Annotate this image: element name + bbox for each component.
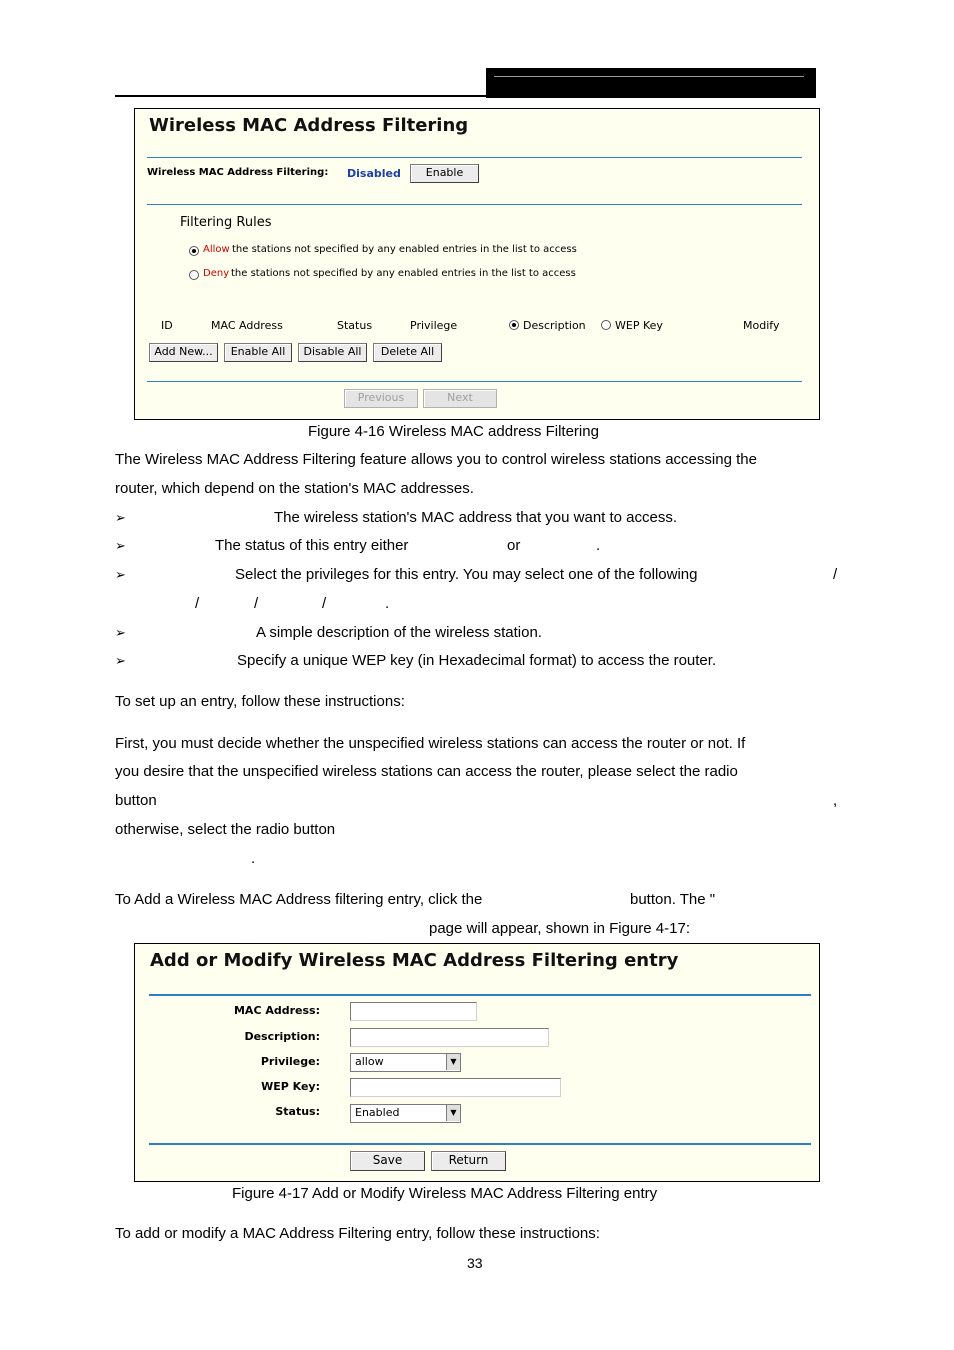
wep-key-input[interactable] xyxy=(350,1078,561,1097)
intro-line-1: The Wireless MAC Address Filtering feature allows you to control wireless stations accessing the xyxy=(115,451,757,468)
col-wep-key: WEP Key xyxy=(615,319,663,332)
deny-word: Deny xyxy=(203,268,230,279)
wep-key-label: WEP Key: xyxy=(261,1080,320,1093)
bullet-status-dot: . xyxy=(596,537,601,554)
bullet-arrow-icon: ➢ xyxy=(115,567,126,582)
figure-4-16-caption: Figure 4-16 Wireless MAC address Filtering xyxy=(308,423,599,440)
bullet-arrow-icon: ➢ xyxy=(115,625,126,640)
first-line-3-comma: , xyxy=(833,792,838,809)
col-status: Status xyxy=(337,319,373,332)
enable-all-button[interactable]: Enable All xyxy=(224,343,292,362)
col-description: Description xyxy=(523,319,586,332)
mac-address-input[interactable] xyxy=(350,1002,477,1021)
allow-text: the stations not specified by any enabled entries in the list to access xyxy=(232,244,577,255)
divider xyxy=(149,1143,811,1145)
slash: / xyxy=(322,595,327,612)
col-modify: Modify xyxy=(743,319,780,332)
first-line-5: . xyxy=(251,850,256,867)
add-line-2: page will appear, shown in Figure 4-17: xyxy=(429,920,690,937)
first-line-4: otherwise, select the radio button xyxy=(115,821,336,838)
privilege-label: Privilege: xyxy=(260,1055,320,1068)
header-bar xyxy=(486,68,816,98)
description-radio[interactable] xyxy=(509,320,519,330)
divider xyxy=(147,157,802,158)
intro-line-2: router, which depend on the station's MAC addresses. xyxy=(115,480,474,497)
first-line-2: you desire that the unspecified wireless stations can access the router, please select the radio xyxy=(115,763,738,780)
dot: . xyxy=(385,595,390,612)
add-line-1a: To Add a Wireless MAC Address filtering entry, click the xyxy=(115,891,483,908)
deny-radio[interactable] xyxy=(189,270,199,280)
return-button[interactable]: Return xyxy=(431,1151,506,1171)
header-bar-line xyxy=(494,76,804,77)
bullet-status-or: or xyxy=(507,537,521,554)
allow-radio[interactable] xyxy=(189,246,199,256)
slash: / xyxy=(254,595,259,612)
bullet-mac-text: The wireless station's MAC address that you want to access. xyxy=(274,509,678,526)
bullet-description-text: A simple description of the wireless station. xyxy=(256,624,542,641)
filtering-rules-heading: Filtering Rules xyxy=(180,215,272,230)
enable-button[interactable]: Enable xyxy=(410,164,479,183)
divider xyxy=(147,381,802,382)
allow-word: Allow xyxy=(203,244,230,255)
next-button[interactable]: Next xyxy=(423,389,497,408)
deny-text: the stations not specified by any enabled entries in the list to access xyxy=(231,268,576,279)
save-button[interactable]: Save xyxy=(350,1151,425,1171)
divider xyxy=(147,204,802,205)
wep-key-radio[interactable] xyxy=(601,320,611,330)
first-line-1: First, you must decide whether the unspecified wireless stations can access the router or not. If xyxy=(115,735,746,752)
chevron-down-icon[interactable]: ▼ xyxy=(446,1054,460,1070)
description-label: Description: xyxy=(244,1030,320,1043)
setup-line: To set up an entry, follow these instructions: xyxy=(115,693,405,710)
status-value: Enabled xyxy=(355,1106,400,1119)
privilege-value: allow xyxy=(355,1055,384,1068)
col-privilege: Privilege xyxy=(410,319,458,332)
header-rule xyxy=(115,95,487,97)
bullet-status-text: The status of this entry either xyxy=(215,537,409,554)
col-id: ID xyxy=(161,319,173,332)
delete-all-button[interactable]: Delete All xyxy=(373,343,442,362)
add-new-button[interactable]: Add New... xyxy=(149,343,218,362)
col-mac-address: MAC Address xyxy=(211,319,283,332)
previous-button[interactable]: Previous xyxy=(344,389,418,408)
figure-4-16-panel xyxy=(134,108,820,420)
divider xyxy=(149,994,811,996)
first-line-3: button xyxy=(115,792,157,809)
filter-status: Disabled xyxy=(347,167,401,180)
closing-line: To add or modify a MAC Address Filtering entry, follow these instructions: xyxy=(115,1225,600,1242)
bullet-privilege-text: Select the privileges for this entry. You may select one of the following xyxy=(235,566,698,583)
bullet-arrow-icon: ➢ xyxy=(115,653,126,668)
chevron-down-icon[interactable]: ▼ xyxy=(446,1105,460,1121)
bullet-wep-text: Specify a unique WEP key (in Hexadecimal format) to access the router. xyxy=(237,652,717,669)
disable-all-button[interactable]: Disable All xyxy=(298,343,367,362)
figure-4-17-caption: Figure 4-17 Add or Modify Wireless MAC Address Filtering entry xyxy=(232,1185,658,1202)
add-line-1b: button. The " xyxy=(630,891,716,908)
page-number: 33 xyxy=(467,1255,483,1271)
panel-title: Wireless MAC Address Filtering xyxy=(149,115,469,136)
slash: / xyxy=(833,566,838,583)
figure-4-17-panel xyxy=(134,943,820,1182)
status-select[interactable] xyxy=(350,1104,461,1123)
filter-label: Wireless MAC Address Filtering: xyxy=(147,167,329,178)
status-label: Status: xyxy=(275,1105,320,1118)
panel-title: Add or Modify Wireless MAC Address Filtering entry xyxy=(150,950,679,971)
description-input[interactable] xyxy=(350,1028,549,1047)
privilege-select[interactable] xyxy=(350,1053,461,1072)
bullet-arrow-icon: ➢ xyxy=(115,538,126,553)
slash: / xyxy=(195,595,200,612)
mac-address-label: MAC Address: xyxy=(233,1004,320,1017)
bullet-arrow-icon: ➢ xyxy=(115,510,126,525)
